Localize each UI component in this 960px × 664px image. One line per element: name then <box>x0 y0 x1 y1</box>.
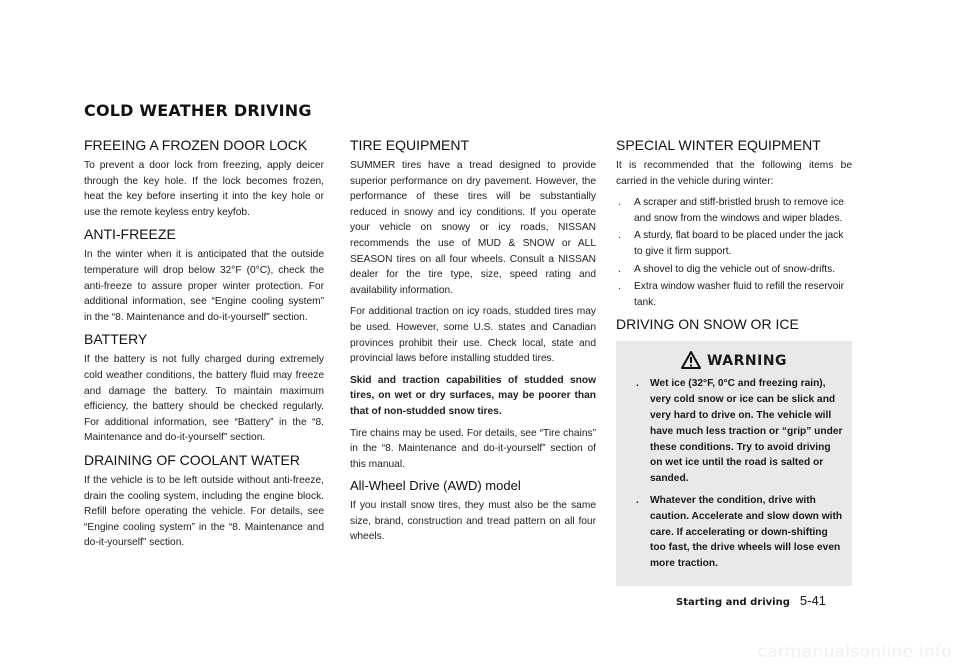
list-item <box>616 195 852 226</box>
heading-special-equipment: SPECIAL WINTER EQUIPMENT <box>616 137 821 153</box>
heading-driving-snow-ice: DRIVING ON SNOW OR ICE <box>616 316 799 333</box>
bullet-marker: . <box>618 281 621 293</box>
column-middle <box>350 137 596 551</box>
heading-tire-equipment: TIRE EQUIPMENT <box>350 137 470 153</box>
heading-battery: BATTERY <box>84 331 148 348</box>
warning-item <box>624 376 844 487</box>
warning-item-text: Whatever the condition, drive with caution. Accelerate and slow down with care. If accelerating or down-shifting too fast, the drive wheels will lose even more traction. <box>650 494 843 570</box>
text-tire-bold: Skid and traction capabilities of studded snow tires, on wet or dry surfaces, may be poorer than that of non-studded snow tires. <box>350 374 596 417</box>
text-tire-3: Tire chains may be used. For details, see “Tire chains” in the “8. Maintenance and do-it-yourself” section of this manual. <box>350 427 596 470</box>
heading-anti-freeze: ANTI-FREEZE <box>84 226 176 243</box>
heading-frozen-door-lock: FREEING A FROZEN DOOR LOCK <box>84 137 308 153</box>
column-right <box>616 137 852 586</box>
bullet-marker: . <box>618 230 621 242</box>
text-awd: If you install snow tires, they must also be the same size, brand, construction and tread pattern on all four wheels. <box>350 500 596 543</box>
warning-item <box>624 493 844 572</box>
text-anti-freeze: In the winter when it is anticipated that the outside temperature will drop below 32°F (0°C), check the anti-freeze to assure proper winter protection. For additional information, see “Engine cooling system” in the “8. Maintenance and do-it-yourself” section. <box>84 249 324 323</box>
list-item <box>616 262 852 278</box>
bullet-marker: . <box>636 494 639 506</box>
list-item-text: A sturdy, flat board to be placed under the jack to give it firm support. <box>634 230 844 257</box>
text-tire-2: For additional traction on icy roads, studded tires may be used. However, some U.S. states and Canadian provinces prohibit their use. Check local, state and provincial laws before installing studded tires. <box>350 306 596 365</box>
column-left <box>84 137 324 557</box>
footer-section-name: Starting and driving <box>676 597 790 608</box>
text-special-equipment: It is recommended that the following items be carried in the vehicle during winter: <box>616 160 852 187</box>
text-coolant: If the vehicle is to be left outside without anti-freeze, drain the cooling system, including the engine block. Refill before operating the vehicle. For details, see “Engine cooling system” in the “8. Maintenance and do-it-yourself” section. <box>84 474 324 549</box>
list-item-text: A shovel to dig the vehicle out of snow-drifts. <box>634 263 836 275</box>
warning-header <box>624 351 844 370</box>
watermark: carmanualsonline.info <box>757 642 952 662</box>
text-tire-1: SUMMER tires have a tread designed to provide superior performance on dry pavement. However, the performance of these tires will be substantially reduced in snowy and icy conditions. If you operate your vehicle on snowy or icy roads, NISSAN recommends the use of MUD & SNOW or ALL SEASON tires on all four wheels. Consult a NISSAN dealer for the tire type, size, speed rating and availability information. <box>350 160 596 296</box>
warning-list <box>624 376 844 572</box>
page-number: 5-41 <box>799 593 826 608</box>
bullet-marker: . <box>636 378 639 390</box>
text-battery: If the battery is not fully charged during extremely cold weather conditions, the battery fluid may freeze and damage the battery. To maintain maximum efficiency, the battery should be checked regularly. For additional information, see “Battery” in the “8. Maintenance and do-it-yourself” section. <box>84 354 324 444</box>
heading-awd: All-Wheel Drive (AWD) model <box>350 478 521 494</box>
warning-triangle-icon <box>681 351 701 369</box>
list-item-text: Extra window washer fluid to refill the reservoir tank. <box>634 281 845 308</box>
page-footer <box>676 593 826 608</box>
list-item <box>616 279 852 310</box>
warning-item-text: Wet ice (32°F, 0°C and freezing rain), very cold snow or ice can be slick and very hard to drive on. The vehicle will have much less traction or “grip” under these conditions. Try to avoid driving on wet ice until the road is salted or sanded. <box>650 378 843 485</box>
heading-coolant: DRAINING OF COOLANT WATER <box>84 451 300 468</box>
page-title: COLD WEATHER DRIVING <box>84 101 312 120</box>
bullet-marker: . <box>618 263 621 275</box>
bullet-marker: . <box>618 197 621 209</box>
warning-title: WARNING <box>706 353 788 370</box>
equipment-list <box>616 195 852 310</box>
warning-box <box>616 341 852 586</box>
list-item <box>616 228 852 259</box>
text-frozen-door-lock: To prevent a door lock from freezing, apply deicer through the key hole. If the lock becomes frozen, heat the key before inserting it into the key hole or use the remote keyless entry keyfob. <box>84 160 324 218</box>
list-item-text: A scraper and stiff-bristled brush to remove ice and snow from the windows and wiper blades. <box>634 197 844 224</box>
